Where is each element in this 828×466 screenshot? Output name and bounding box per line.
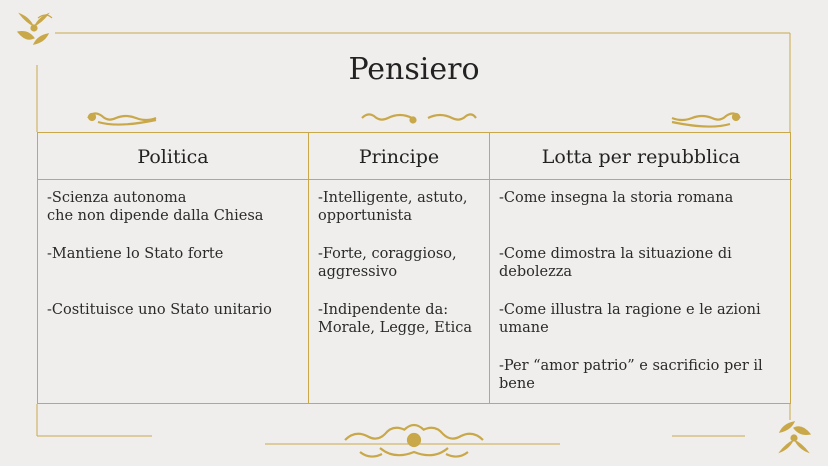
header-cell xyxy=(38,133,308,180)
header-cell xyxy=(490,133,792,180)
list-item-line: -Intelligente, astuto, xyxy=(318,190,468,206)
list-item xyxy=(499,245,732,281)
list-item xyxy=(47,301,272,319)
list-item-line: -Scienza autonoma xyxy=(47,190,187,206)
column-principe xyxy=(308,133,489,403)
comparison-table xyxy=(37,132,791,404)
list-item xyxy=(318,245,457,281)
list-item xyxy=(47,189,263,225)
column-header: Politica xyxy=(137,146,209,168)
header-cell xyxy=(309,133,489,180)
list-item-line: bene xyxy=(499,376,535,392)
list-item xyxy=(318,301,472,337)
list-item-line: -Mantiene lo Stato forte xyxy=(47,246,224,262)
list-item-line: -Per “amor patrio” e sacrificio per il xyxy=(499,358,763,374)
list-item-line: umane xyxy=(499,320,549,336)
column-header: Principe xyxy=(358,146,440,168)
list-item-line: che non dipende dalla Chiesa xyxy=(47,208,264,224)
column-header: Lotta per repubblica xyxy=(541,146,741,168)
list-item-line: -Come dimostra la situazione di xyxy=(499,246,732,262)
corner-flourish-icon xyxy=(18,14,52,44)
list-item xyxy=(318,189,468,225)
list-item-line: opportunista xyxy=(318,208,413,224)
corner-flourish-icon xyxy=(780,422,810,452)
list-item-line: -Indipendente da: xyxy=(318,302,449,318)
list-item-line: -Come illustra la ragione e le azioni xyxy=(499,302,761,318)
list-item xyxy=(499,189,733,207)
list-item-line: Morale, Legge, Etica xyxy=(318,320,472,336)
slide-title: Pensiero xyxy=(348,52,480,87)
list-item-line: debolezza xyxy=(499,264,573,280)
list-item xyxy=(499,357,763,393)
list-item-line: -Forte, coraggioso, xyxy=(318,246,457,262)
column-politica xyxy=(38,133,308,403)
list-item-line: aggressivo xyxy=(318,264,398,280)
list-item xyxy=(499,301,761,337)
list-item-line: -Come insegna la storia romana xyxy=(499,190,734,206)
column-lotta-per-repubblica xyxy=(489,133,792,403)
list-item-line: -Costituisce uno Stato unitario xyxy=(47,302,272,318)
scroll-ornament-icon xyxy=(88,113,740,126)
scroll-ornament-icon xyxy=(345,425,483,457)
list-item xyxy=(47,245,223,263)
